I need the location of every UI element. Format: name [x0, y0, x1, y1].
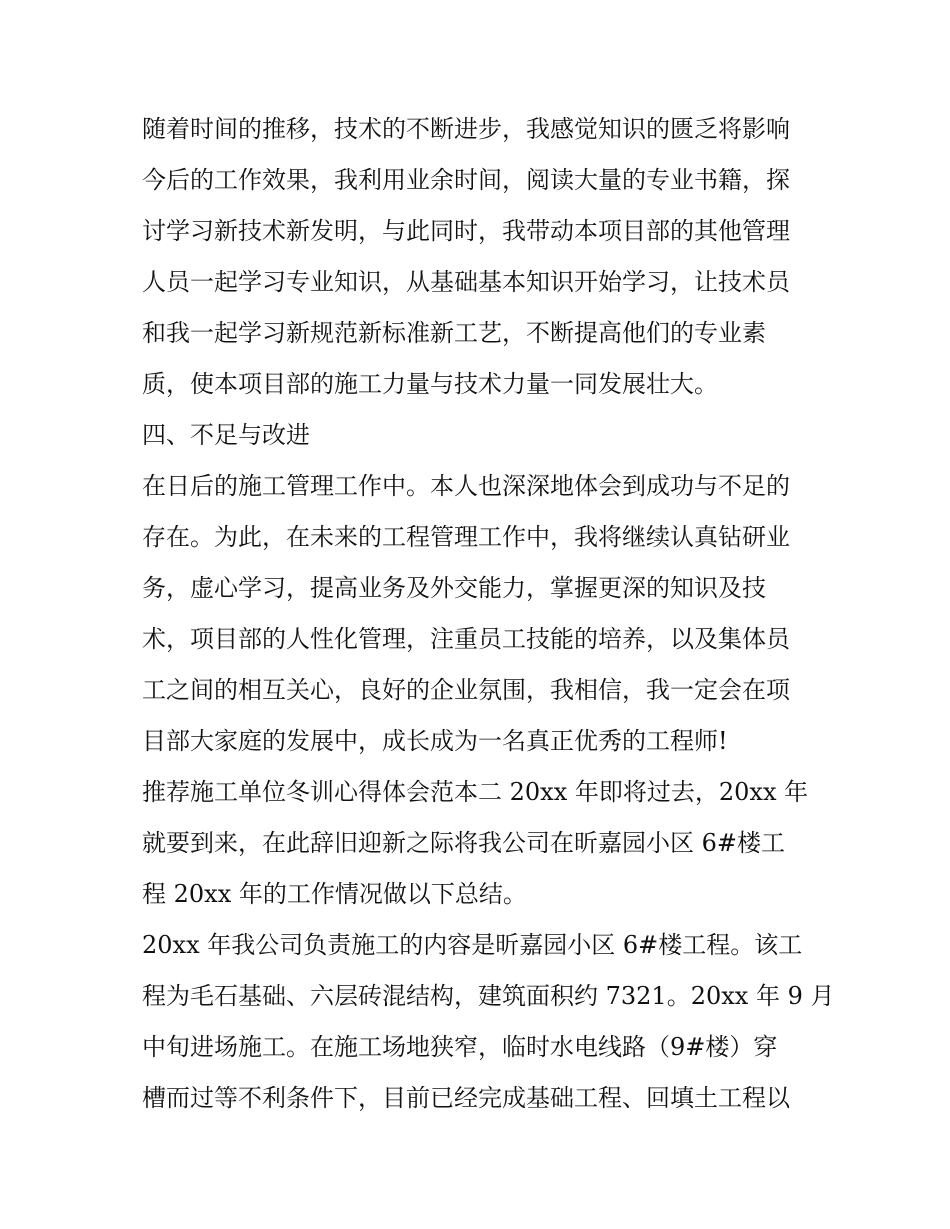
- text-line: 术，项目部的人性化管理，注重员工技能的培养，以及集体员: [142, 625, 790, 653]
- text-line: 讨学习新技术新发明，与此同时，我带动本项目部的其他管理: [142, 217, 790, 245]
- text-line: 今后的工作效果，我利用业余时间，阅读大量的专业书籍，探: [142, 166, 790, 194]
- text-line: 在日后的施工管理工作中。本人也深深地体会到成功与不足的: [142, 472, 790, 500]
- text-line: 中旬进场施工。在施工场地狭窄，临时水电线路（9#楼）穿: [142, 1033, 778, 1061]
- text-line: 槽而过等不利条件下，目前已经完成基础工程、回填土工程以: [142, 1084, 790, 1112]
- text-line: 和我一起学习新规范新标准新工艺，不断提高他们的专业素: [142, 319, 766, 347]
- text-line: 务，虚心学习，提高业务及外交能力，掌握更深的知识及技: [142, 574, 766, 602]
- text-line: 推荐施工单位冬训心得体会范本二 20xx 年即将过去，20xx 年: [142, 778, 809, 806]
- text-line: 工之间的相互关心，良好的企业氛围，我相信，我一定会在项: [142, 676, 790, 704]
- body-text: [142, 104, 835, 1124]
- text-line: 程为毛石基础、六层砖混结构，建筑面积约 7321。20xx 年 9 月: [142, 982, 835, 1010]
- text-line: 存在。为此，在未来的工程管理工作中，我将继续认真钻研业: [142, 523, 790, 551]
- text-line: 程 20xx 年的工作情况做以下总结。: [142, 880, 527, 908]
- text-line: 质，使本项目部的施工力量与技术力量一同发展壮大。: [142, 370, 718, 398]
- text-line: 人员一起学习专业知识，从基础基本知识开始学习，让技术员: [142, 268, 790, 296]
- section-heading: 四、不足与改进: [142, 421, 310, 449]
- text-line: 就要到来，在此辞旧迎新之际将我公司在昕嘉园小区 6#楼工: [142, 829, 786, 857]
- text-line: 随着时间的推移，技术的不断进步，我感觉知识的匮乏将影响: [142, 115, 790, 143]
- text-line: 目部大家庭的发展中，成长成为一名真正优秀的工程师!: [142, 727, 728, 755]
- text-line: 20xx 年我公司负责施工的内容是昕嘉园小区 6#楼工程。该工: [142, 931, 803, 959]
